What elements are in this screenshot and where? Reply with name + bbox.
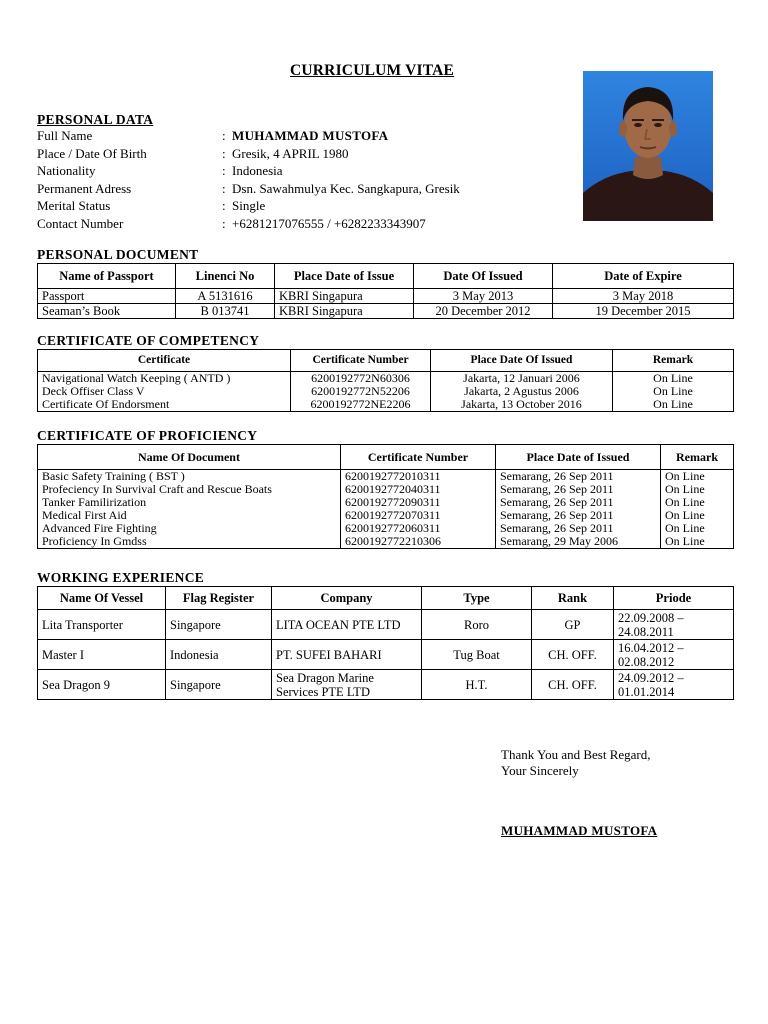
table-header-row xyxy=(38,350,734,372)
field-label: Nationality xyxy=(37,163,96,178)
table-cell: Semarang, 26 Sep 2011 xyxy=(496,496,661,509)
table-cell: KBRI Singapura xyxy=(275,289,414,304)
table-cell: 20 December 2012 xyxy=(414,304,553,319)
table-cell: 6200192772060311 xyxy=(341,522,496,535)
working-experience-heading: WORKING EXPERIENCE xyxy=(37,570,205,585)
table-cell: Jakarta, 13 October 2016 xyxy=(431,398,613,412)
personal-document-table xyxy=(37,263,734,319)
document-title: CURRICULUM VITAE xyxy=(290,62,455,79)
personal-data-row xyxy=(37,216,426,234)
table-cell: Profeciency In Survival Craft and Rescue Boats xyxy=(38,483,341,496)
personal-data-row xyxy=(37,146,349,164)
table-cell: Medical First Aid xyxy=(38,509,341,522)
column-header: Place Date Of Issued xyxy=(431,350,613,372)
table-cell: 6200192772040311 xyxy=(341,483,496,496)
table-cell: LITA OCEAN PTE LTD xyxy=(272,610,422,640)
table-cell: KBRI Singapura xyxy=(275,304,414,319)
field-value: MUHAMMAD MUSTOFA xyxy=(232,128,389,143)
table-cell: Semarang, 26 Sep 2011 xyxy=(496,483,661,496)
table-row xyxy=(38,483,734,496)
field-label: Merital Status xyxy=(37,198,111,213)
column-header: Remark xyxy=(661,445,734,470)
field-value: Gresik, 4 APRIL 1980 xyxy=(232,145,349,161)
personal-document-heading: PERSONAL DOCUMENT xyxy=(37,247,199,262)
table-row xyxy=(38,385,734,398)
table-cell: 6200192772NE2206 xyxy=(291,398,431,412)
table-cell: On Line xyxy=(661,535,734,549)
column-header: Date Of Issued xyxy=(414,264,553,289)
table-cell: 6200192772210306 xyxy=(341,535,496,549)
field-label: Contact Number xyxy=(37,215,124,231)
field-value: +6281217076555 / +6282233343907 xyxy=(232,215,426,231)
table-row xyxy=(38,610,734,640)
personal-data-row xyxy=(37,163,283,181)
column-header: Company xyxy=(272,587,422,610)
proficiency-table xyxy=(37,444,734,549)
table-cell: Sea Dragon Marine Services PTE LTD xyxy=(272,670,422,700)
column-header: Date of Expire xyxy=(553,264,734,289)
table-cell: 3 May 2013 xyxy=(414,289,553,304)
signature-name: MUHAMMAD MUSTOFA xyxy=(501,823,658,838)
table-row xyxy=(38,496,734,509)
table-cell: A 5131616 xyxy=(176,289,275,304)
table-header-row xyxy=(38,264,734,289)
table-cell: Semarang, 29 May 2006 xyxy=(496,535,661,549)
table-cell: 6200192772N52206 xyxy=(291,385,431,398)
table-cell: B 013741 xyxy=(176,304,275,319)
field-label: Permanent Adress xyxy=(37,180,132,196)
column-header: Place Date of Issue xyxy=(275,264,414,289)
field-value: Dsn. Sawahmulya Kec. Sangkapura, Gresik xyxy=(232,180,460,196)
table-cell: Semarang, 26 Sep 2011 xyxy=(496,509,661,522)
table-row xyxy=(38,640,734,670)
table-row xyxy=(38,398,734,412)
table-cell: CH. OFF. xyxy=(532,640,614,670)
table-row xyxy=(38,535,734,549)
table-cell: 16.04.2012 – 02.08.2012 xyxy=(614,640,734,670)
table-row xyxy=(38,509,734,522)
column-header: Certificate Number xyxy=(291,350,431,372)
table-cell: 6200192772010311 xyxy=(341,470,496,484)
colon: : xyxy=(222,180,226,196)
table-cell: On Line xyxy=(661,483,734,496)
profile-photo xyxy=(583,71,713,221)
table-cell: Proficiency In Gmdss xyxy=(38,535,341,549)
table-cell: Passport xyxy=(38,289,176,304)
table-cell: Seaman’s Book xyxy=(38,304,176,319)
table-cell: 6200192772090311 xyxy=(341,496,496,509)
field-label: Place / Date Of Birth xyxy=(37,145,147,161)
closing-greeting: Thank You and Best Regard, xyxy=(501,747,651,762)
personal-data-row xyxy=(37,181,460,199)
table-cell: On Line xyxy=(613,385,734,398)
column-header: Name Of Vessel xyxy=(38,587,166,610)
table-cell: Lita Transporter xyxy=(38,610,166,640)
table-cell: Navigational Watch Keeping ( ANTD ) xyxy=(38,372,291,386)
table-cell: GP xyxy=(532,610,614,640)
table-cell: Advanced Fire Fighting xyxy=(38,522,341,535)
table-cell: Semarang, 26 Sep 2011 xyxy=(496,470,661,484)
table-header-row xyxy=(38,445,734,470)
table-cell: 6200192772070311 xyxy=(341,509,496,522)
column-header: Linenci No xyxy=(176,264,275,289)
field-value: Indonesia xyxy=(232,163,283,178)
personal-data-heading: PERSONAL DATA xyxy=(37,112,154,127)
table-cell: Indonesia xyxy=(166,640,272,670)
table-row xyxy=(38,289,734,304)
colon: : xyxy=(222,198,226,213)
table-cell: Sea Dragon 9 xyxy=(38,670,166,700)
table-cell: On Line xyxy=(613,372,734,386)
column-header: Flag Register xyxy=(166,587,272,610)
table-cell: Deck Offiser Class V xyxy=(38,385,291,398)
table-row xyxy=(38,372,734,386)
column-header: Type xyxy=(422,587,532,610)
colon: : xyxy=(222,163,226,178)
column-header: Certificate xyxy=(38,350,291,372)
colon: : xyxy=(222,128,226,143)
table-cell: 3 May 2018 xyxy=(553,289,734,304)
competency-table xyxy=(37,349,734,412)
table-cell: 24.09.2012 – 01.01.2014 xyxy=(614,670,734,700)
table-cell: Roro xyxy=(422,610,532,640)
table-cell: CH. OFF. xyxy=(532,670,614,700)
table-cell: H.T. xyxy=(422,670,532,700)
table-cell: 19 December 2015 xyxy=(553,304,734,319)
table-cell: On Line xyxy=(661,496,734,509)
table-cell: On Line xyxy=(661,470,734,484)
table-cell: 22.09.2008 – 24.08.2011 xyxy=(614,610,734,640)
table-cell: Singapore xyxy=(166,610,272,640)
table-cell: Tug Boat xyxy=(422,640,532,670)
table-cell: Semarang, 26 Sep 2011 xyxy=(496,522,661,535)
table-cell: Jakarta, 12 Januari 2006 xyxy=(431,372,613,386)
field-value: Single xyxy=(232,198,266,213)
table-cell: On Line xyxy=(661,522,734,535)
column-header: Name of Passport xyxy=(38,264,176,289)
table-cell: Tanker Familirization xyxy=(38,496,341,509)
colon: : xyxy=(222,145,226,161)
proficiency-heading: CERTIFICATE OF PROFICIENCY xyxy=(37,428,258,443)
column-header: Certificate Number xyxy=(341,445,496,470)
table-row xyxy=(38,670,734,700)
table-cell: Master I xyxy=(38,640,166,670)
column-header: Name Of Document xyxy=(38,445,341,470)
table-cell: PT. SUFEI BAHARI xyxy=(272,640,422,670)
column-header: Priode xyxy=(614,587,734,610)
table-cell: 6200192772N60306 xyxy=(291,372,431,386)
personal-data-row xyxy=(37,198,265,216)
table-cell: Jakarta, 2 Agustus 2006 xyxy=(431,385,613,398)
working-experience-table xyxy=(37,586,734,700)
table-header-row xyxy=(38,587,734,610)
column-header: Rank xyxy=(532,587,614,610)
column-header: Place Date of Issued xyxy=(496,445,661,470)
table-row xyxy=(38,304,734,319)
table-row xyxy=(38,522,734,535)
closing-sincerely: Your Sincerely xyxy=(501,763,579,778)
column-header: Remark xyxy=(613,350,734,372)
field-label: Full Name xyxy=(37,128,93,143)
table-cell: Certificate Of Endorsment xyxy=(38,398,291,412)
competency-heading: CERTIFICATE OF COMPETENCY xyxy=(37,333,260,348)
table-row xyxy=(38,470,734,484)
table-cell: Singapore xyxy=(166,670,272,700)
table-cell: On Line xyxy=(661,509,734,522)
colon: : xyxy=(222,215,226,231)
table-cell: Basic Safety Training ( BST ) xyxy=(38,470,341,484)
personal-data-row xyxy=(37,128,388,146)
table-cell: On Line xyxy=(613,398,734,412)
